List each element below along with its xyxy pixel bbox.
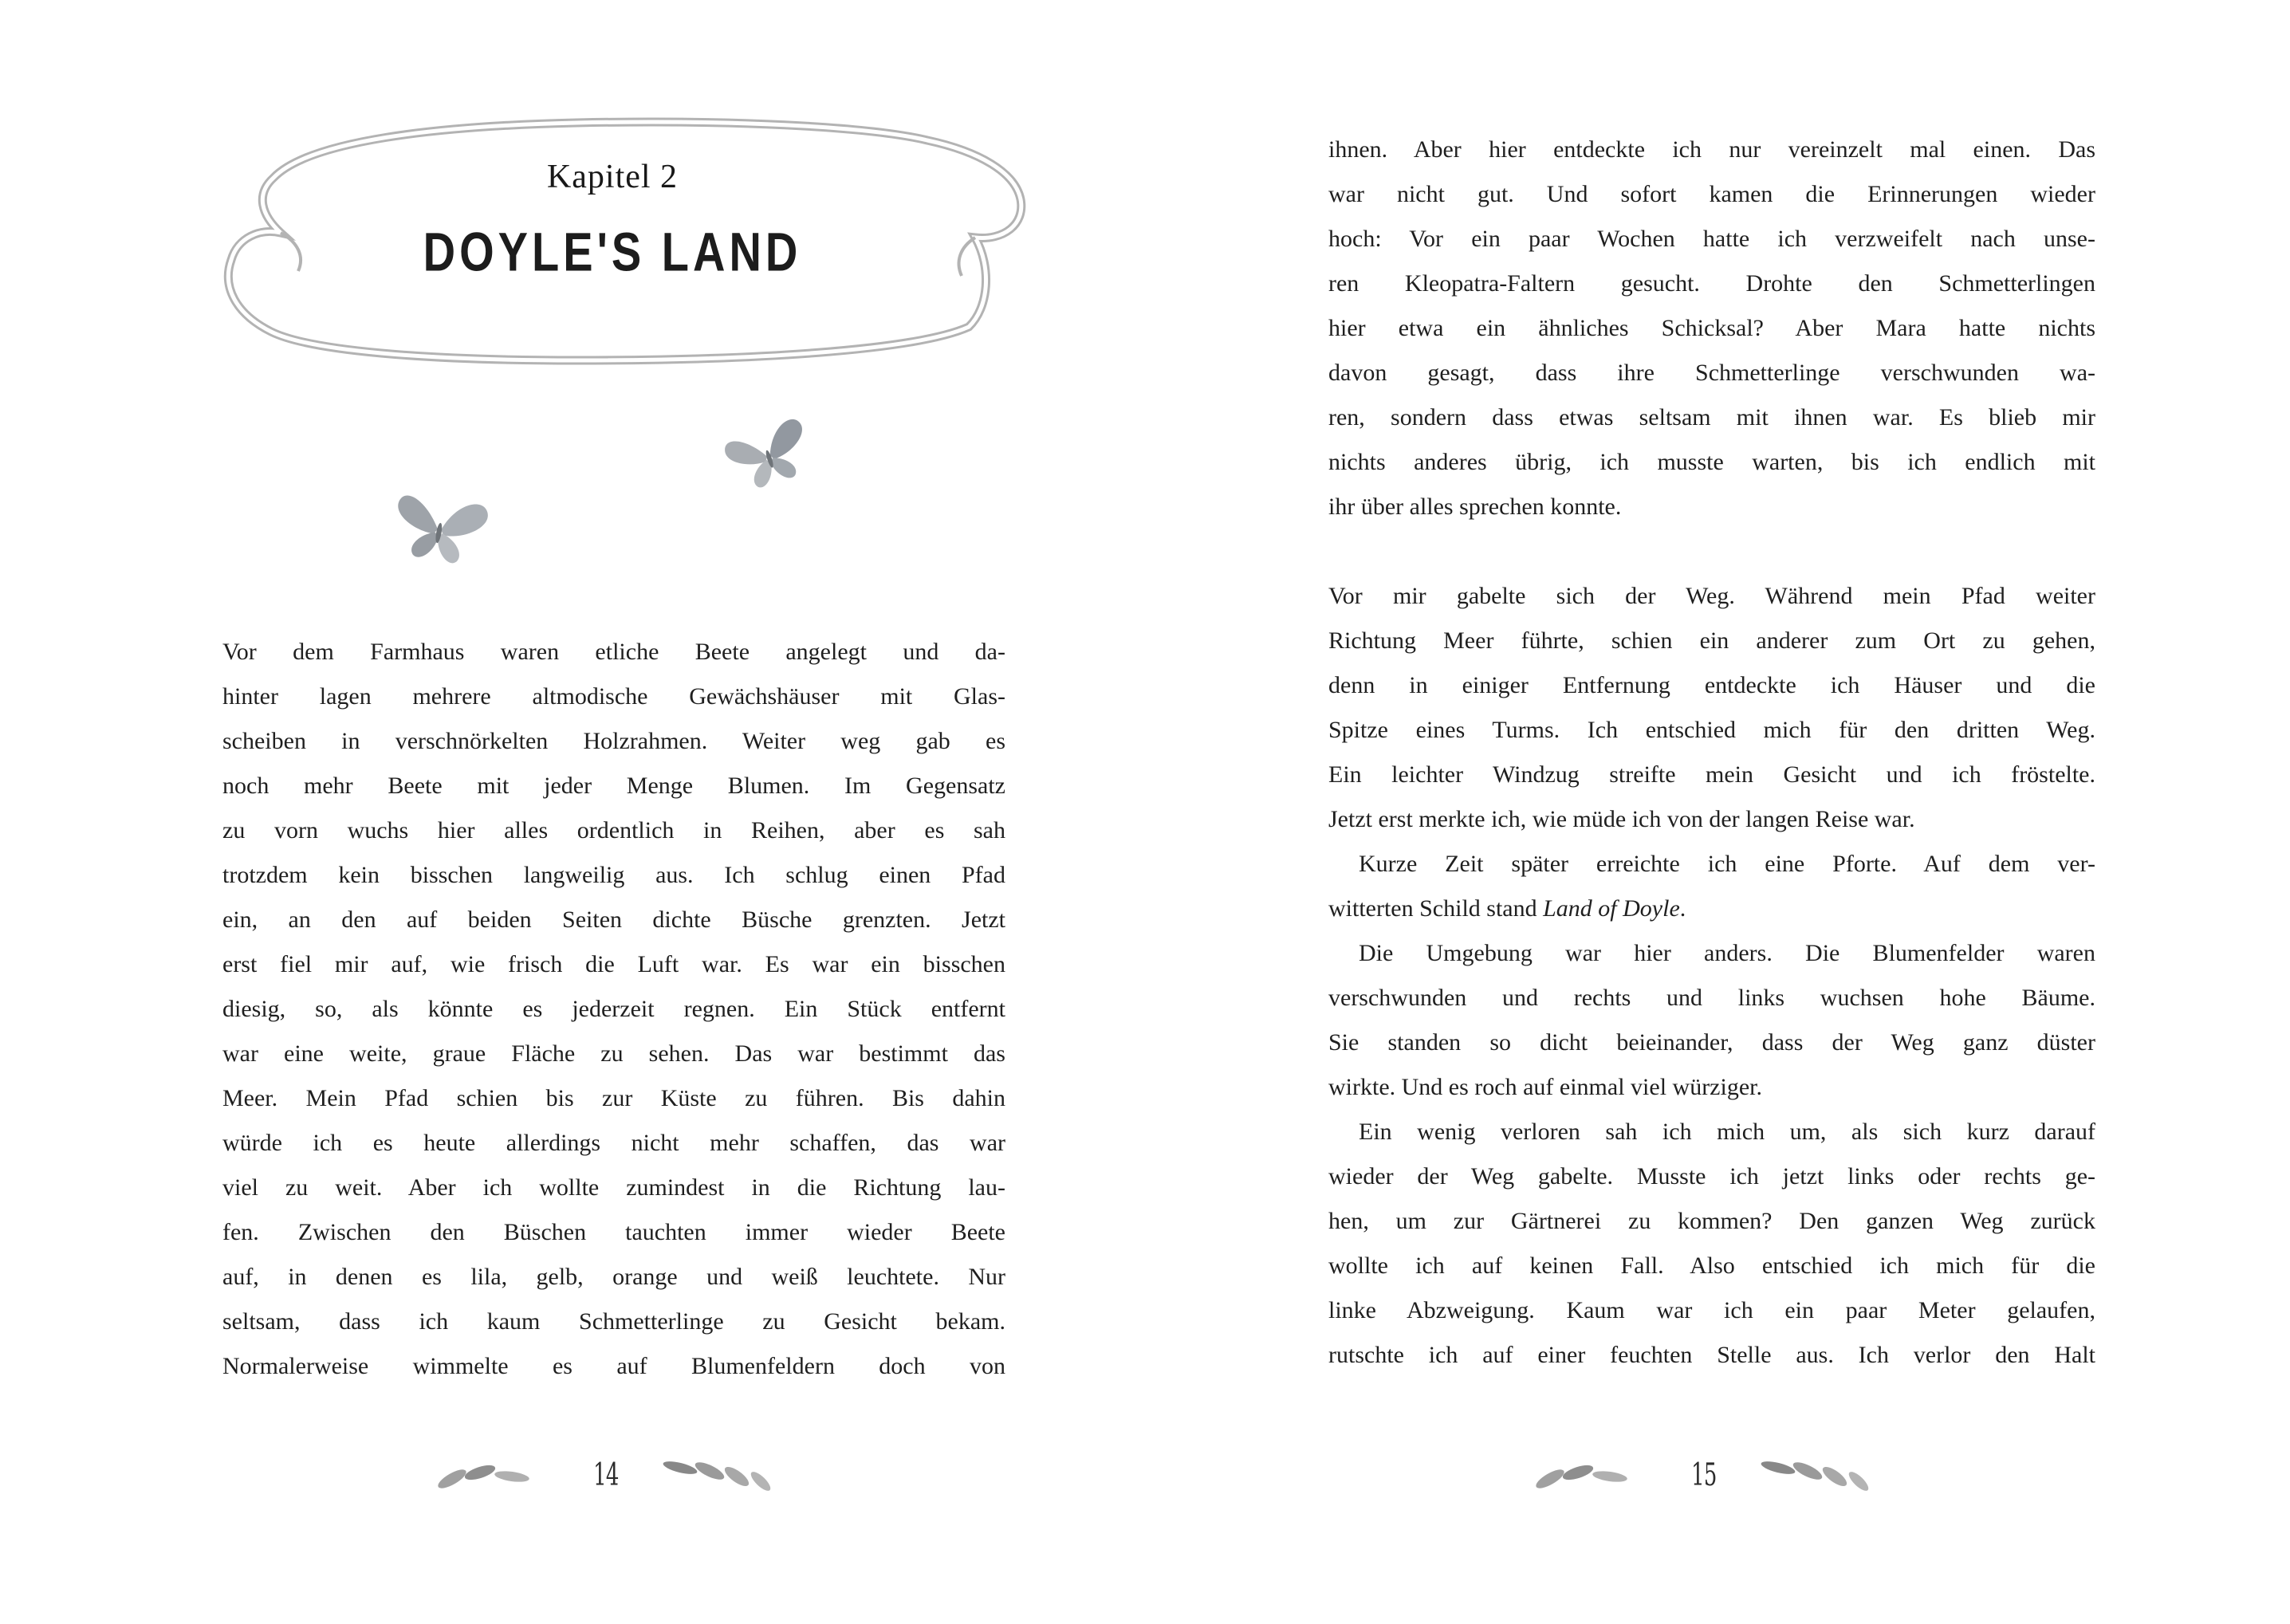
chapter-title: DOYLE'S LAND — [423, 221, 802, 283]
text-line: hinter lagen mehrere altmodische Gewächshäuser mit Glas- — [222, 683, 1005, 710]
text-line: Kurze Zeit später erreichte ich eine Pforte. Auf dem ver- — [1359, 851, 2095, 877]
paragraph — [222, 630, 1005, 1389]
page-footer — [222, 1449, 1005, 1500]
right-page — [1145, 0, 2290, 1624]
text-line: scheiben in verschnörkelten Holzrahmen. Weiter weg gab es — [222, 728, 1005, 754]
paragraph — [1328, 574, 2095, 842]
butterfly-icon — [389, 478, 491, 572]
laurel-sprig-icon — [1758, 1455, 1894, 1495]
page-footer — [1328, 1449, 2095, 1500]
text-line: ren, sondern dass etwas seltsam mit ihnen war. Es blieb mir — [1328, 404, 2095, 431]
text-line: Meer. Mein Pfad schien bis zur Küste zu führen. Bis dahin — [222, 1085, 1005, 1111]
paragraph — [1328, 1110, 2095, 1378]
text-line: linke Abzweigung. Kaum war ich ein paar Meter gelaufen, — [1328, 1297, 2095, 1323]
text-line: Jetzt erst merkte ich, wie müde ich von der langen Reise war. — [1328, 806, 1915, 832]
laurel-sprig-icon — [1530, 1455, 1650, 1495]
text-line: Vor dem Farmhaus waren etliche Beete angelegt und da- — [222, 639, 1005, 665]
text-line: war eine weite, graue Fläche zu sehen. Das war bestimmt das — [222, 1040, 1005, 1067]
laurel-sprig-icon — [660, 1455, 796, 1495]
text-line: erst fiel mir auf, wie frisch die Luft war. Es war ein bisschen — [222, 951, 1005, 977]
text-line: hoch: Vor ein paar Wochen hatte ich verzweifelt nach unse- — [1328, 226, 2095, 252]
laurel-sprig-icon — [432, 1455, 552, 1495]
text-line: Ein wenig verloren sah ich mich um, als sich kurz darauf — [1359, 1119, 2095, 1145]
text-line: ihr über alles sprechen konnte. — [1328, 493, 1622, 520]
text-line: rutschte ich auf einer feuchten Stelle aus. Ich verlor den Halt — [1328, 1342, 2095, 1368]
text-line: Normalerweise wimmelte es auf Blumenfeldern doch von — [222, 1353, 1005, 1379]
text-line: wollte ich auf keinen Fall. Also entschied ich mich für die — [1328, 1252, 2095, 1279]
body-text — [1328, 128, 2095, 1378]
text-segment: . — [1679, 895, 1686, 922]
text-line: Die Umgebung war hier anders. Die Blumenfelder waren — [1359, 940, 2095, 966]
text-line: ein, an den auf beiden Seiten dichte Büsche grenzten. Jetzt — [222, 906, 1005, 933]
italic-text: Land of Doyle — [1543, 895, 1680, 922]
page-number: 15 — [1691, 1457, 1717, 1493]
text-line: ihnen. Aber hier entdeckte ich nur vereinzelt mal einen. Das — [1328, 136, 2095, 163]
text-line: fen. Zwischen den Büschen tauchten immer wieder Beete — [222, 1219, 1005, 1245]
butterfly-icon — [722, 411, 813, 494]
text-line: seltsam, dass ich kaum Schmetterlinge zu Gesicht bekam. — [222, 1308, 1005, 1335]
text-line — [1328, 887, 2095, 931]
text-line: Vor mir gabelte sich der Weg. Während mein Pfad weiter — [1328, 583, 2095, 609]
chapter-banner — [182, 78, 1043, 405]
text-line: verschwunden und rechts und links wuchsen hohe Bäume. — [1328, 985, 2095, 1011]
text-line: davon gesagt, dass ihre Schmetterlinge verschwunden wa- — [1328, 360, 2095, 386]
text-line: hen, um zur Gärtnerei zu kommen? Den ganzen Weg zurück — [1328, 1208, 2095, 1234]
text-line: ren Kleopatra-Faltern gesucht. Drohte den Schmetterlingen — [1328, 270, 2095, 297]
text-segment: witterten Schild stand — [1328, 895, 1544, 922]
text-line: Richtung Meer führte, schien ein anderer zum Ort zu gehen, — [1328, 627, 2095, 654]
paragraph — [1328, 931, 2095, 1110]
paragraph — [1328, 842, 2095, 931]
text-line: würde ich es heute allerdings nicht mehr schaffen, das war — [222, 1130, 1005, 1156]
paragraph — [1328, 128, 2095, 529]
body-text — [222, 630, 1005, 1389]
text-line: Spitze eines Turms. Ich entschied mich für den dritten Weg. — [1328, 717, 2095, 743]
text-line: war nicht gut. Und sofort kamen die Erinnerungen wieder — [1328, 181, 2095, 207]
text-line: Sie standen so dicht beieinander, dass der Weg ganz düster — [1328, 1029, 2095, 1056]
text-line: viel zu weit. Aber ich wollte zumindest in die Richtung lau- — [222, 1174, 1005, 1201]
text-line: denn in einiger Entfernung entdeckte ich Häuser und die — [1328, 672, 2095, 698]
chapter-label: Kapitel 2 — [546, 159, 679, 195]
text-line: Ein leichter Windzug streifte mein Gesicht und ich fröstelte. — [1328, 761, 2095, 788]
text-line: noch mehr Beete mit jeder Menge Blumen. Im Gegensatz — [222, 773, 1005, 799]
text-line: zu vorn wuchs hier alles ordentlich in Reihen, aber es sah — [222, 817, 1005, 843]
text-line: auf, in denen es lila, gelb, orange und weiß leuchtete. Nur — [222, 1264, 1005, 1290]
text-line: nichts anderes übrig, ich musste warten, bis ich endlich mit — [1328, 449, 2095, 475]
page-number: 14 — [593, 1457, 619, 1493]
text-line: trotzdem kein bisschen langweilig aus. Ich schlug einen Pfad — [222, 862, 1005, 888]
text-line: diesig, so, als könnte es jederzeit regnen. Ein Stück entfernt — [222, 996, 1005, 1022]
text-line: wieder der Weg gabelte. Musste ich jetzt links oder rechts ge- — [1328, 1163, 2095, 1189]
text-line: hier etwa ein ähnliches Schicksal? Aber Mara hatte nichts — [1328, 315, 2095, 341]
text-line: wirkte. Und es roch auf einmal viel würziger. — [1328, 1074, 1762, 1100]
